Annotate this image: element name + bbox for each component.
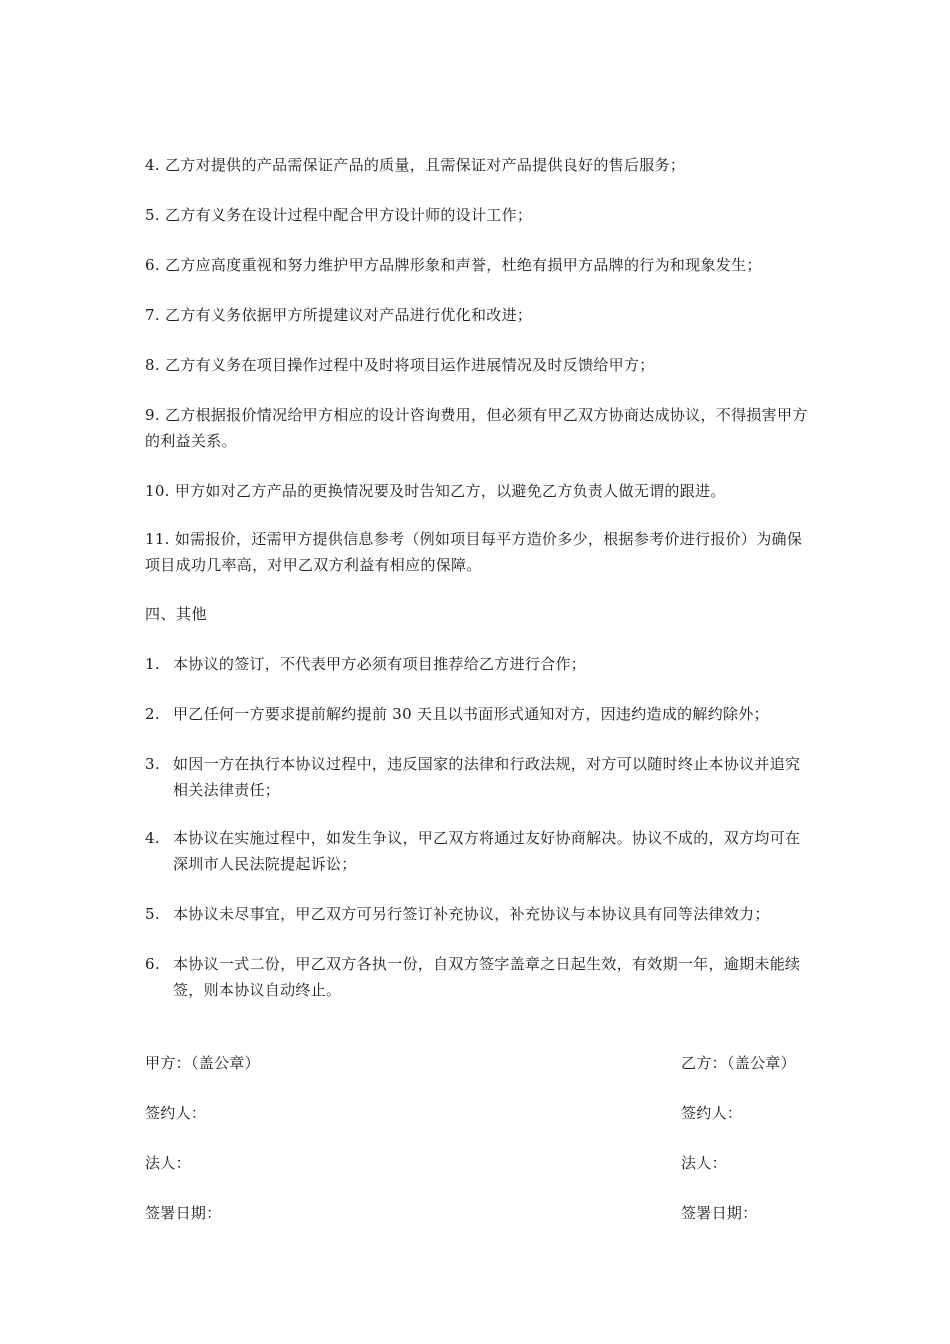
party-b-seal-label: 乙方：（盖公章） xyxy=(681,1054,796,1072)
party-b-signer-label: 签约人： xyxy=(681,1104,743,1122)
section-heading-other: 四、其他 xyxy=(145,605,208,623)
obligation-item-9: 9. 乙方根据报价情况给甲方相应的设计咨询费用，但必须有甲乙双方协商达成协议，不得损害甲方的利益关系。 xyxy=(145,406,808,450)
obligation-item-4: 4. 乙方对提供的产品需保证产品的质量，且需保证对产品提供良好的售后服务； xyxy=(145,156,686,174)
clause-number: 3. xyxy=(145,755,160,773)
other-clause-4 xyxy=(145,825,815,877)
other-clause-2 xyxy=(145,701,815,727)
other-clause-1 xyxy=(145,651,815,677)
party-b-legal-label: 法人： xyxy=(681,1154,727,1172)
party-a-legal-label: 法人： xyxy=(145,1154,191,1172)
obligation-item-7: 7. 乙方有义务依据甲方所提建议对产品进行优化和改进； xyxy=(145,306,533,324)
party-b-date-label: 签署日期： xyxy=(681,1204,758,1222)
obligation-item-5: 5. 乙方有义务在设计过程中配合甲方设计师的设计工作； xyxy=(145,206,533,224)
party-a-seal-label: 甲方：（盖公章） xyxy=(145,1054,260,1072)
other-clause-3 xyxy=(145,751,815,803)
obligation-item-8: 8. 乙方有义务在项目操作过程中及时将项目运作进展情况及时反馈给甲方； xyxy=(145,356,655,374)
clause-text: 如因一方在执行本协议过程中，违反国家的法律和行政法规，对方可以随时终止本协议并追究相关法律责任； xyxy=(173,755,801,799)
clause-text: 甲乙任何一方要求提前解约提前 30 天且以书面形式通知对方，因违约造成的解约除外； xyxy=(173,705,769,723)
party-a-date-label: 签署日期： xyxy=(145,1204,222,1222)
clause-text: 本协议未尽事宜，甲乙双方可另行签订补充协议，补充协议与本协议具有同等法律效力； xyxy=(173,905,770,923)
other-clause-5 xyxy=(145,901,815,927)
clause-number: 6. xyxy=(145,955,160,973)
clause-text: 本协议的签订，不代表甲方必须有项目推荐给乙方进行合作； xyxy=(173,655,587,673)
clause-number: 4. xyxy=(145,829,160,847)
clause-text: 本协议一式二份，甲乙双方各执一份，自双方签字盖章之日起生效，有效期一年，逾期未能续签，则本协议自动终止。 xyxy=(173,955,801,999)
party-a-signer-label: 签约人： xyxy=(145,1104,207,1122)
other-clause-6 xyxy=(145,951,815,1003)
obligation-item-6: 6. 乙方应高度重视和努力维护甲方品牌形象和声誉，杜绝有损甲方品牌的行为和现象发生； xyxy=(145,256,762,274)
clause-number: 5. xyxy=(145,905,160,923)
obligation-item-10: 10. 甲方如对乙方产品的更换情况要及时告知乙方，以避免乙方负责人做无谓的跟进。 xyxy=(145,482,726,500)
clause-text: 本协议在实施过程中，如发生争议，甲乙双方将通过友好协商解决。协议不成的，双方均可在深圳市人民法院提起诉讼； xyxy=(173,829,801,873)
obligation-item-11: 11. 如需报价，还需甲方提供信息参考（例如项目每平方造价多少，根据参考价进行报价）为确保项目成功几率高，对甲乙双方利益有相应的保障。 xyxy=(145,530,803,574)
clause-number: 2. xyxy=(145,705,160,723)
clause-number: 1. xyxy=(145,655,160,673)
